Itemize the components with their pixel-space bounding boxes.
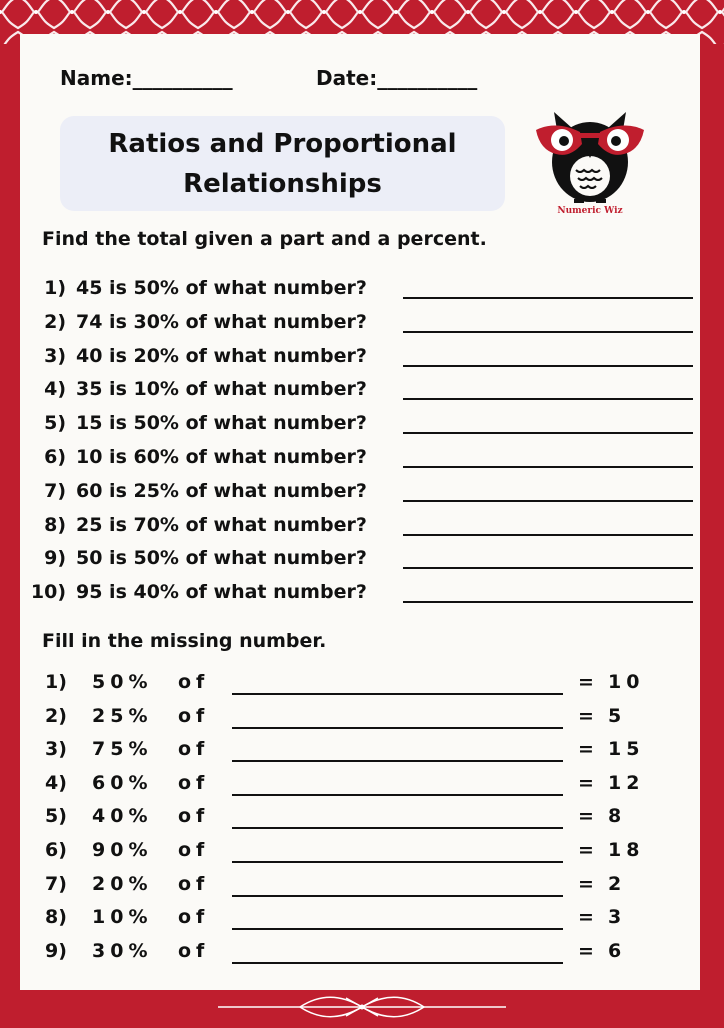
problem-number: 1) (45, 671, 67, 693)
answer-blank[interactable] (403, 534, 693, 536)
problem-number: 6) (45, 839, 67, 861)
question-row (0, 514, 724, 544)
question-number: 5) (44, 412, 66, 435)
problem-number: 2) (45, 704, 67, 727)
problem-number: 3) (45, 738, 67, 761)
date-field-label: Date:__________ (316, 66, 478, 90)
question-row (0, 311, 724, 341)
problem-number: 7) (45, 872, 67, 895)
problem-row (0, 805, 724, 837)
problem-row (0, 906, 724, 938)
question-text: 10 is 60% of what number? (76, 446, 367, 468)
question-number: 8) (44, 513, 66, 536)
problem-percent: 40% (92, 805, 153, 828)
answer-blank[interactable] (403, 500, 693, 502)
worksheet-title (60, 116, 505, 211)
problem-result: 5 (608, 704, 627, 727)
question-text: 50 is 50% of what number? (76, 547, 367, 570)
problem-number: 5) (45, 805, 67, 828)
question-number: 10) (30, 581, 66, 604)
question-number: 4) (44, 378, 66, 401)
problem-result: 2 (608, 872, 627, 895)
missing-number-blank[interactable] (232, 827, 563, 829)
problem-row (0, 772, 724, 804)
problem-result: 8 (608, 805, 627, 828)
equals-sign: = (578, 671, 594, 693)
equals-sign: = (578, 704, 594, 727)
of-label: of (178, 704, 210, 727)
question-number: 1) (44, 277, 66, 299)
problem-percent: 10% (92, 906, 153, 929)
problem-number: 4) (45, 771, 67, 794)
equals-sign: = (578, 805, 594, 828)
missing-number-blank[interactable] (232, 928, 563, 930)
question-row (0, 547, 724, 577)
question-text: 25 is 70% of what number? (76, 513, 367, 536)
problem-number: 8) (45, 906, 67, 929)
missing-number-blank[interactable] (232, 794, 563, 796)
question-row (0, 378, 724, 408)
of-label: of (178, 671, 210, 693)
problem-percent: 30% (92, 939, 153, 962)
question-number: 2) (44, 310, 66, 333)
question-text: 45 is 50% of what number? (76, 277, 367, 299)
owl-logo (530, 106, 650, 221)
problem-percent: 50% (92, 671, 153, 693)
problem-result: 6 (608, 939, 627, 962)
of-label: of (178, 872, 210, 895)
answer-blank[interactable] (403, 466, 693, 468)
answer-blank[interactable] (403, 331, 693, 333)
problem-percent: 25% (92, 704, 153, 727)
question-text: 95 is 40% of what number? (76, 581, 367, 604)
missing-number-blank[interactable] (232, 895, 563, 897)
scroll-ornament-icon (0, 990, 724, 1024)
question-row (0, 446, 724, 476)
brand-name: Numeric Wiz (557, 206, 623, 216)
answer-blank[interactable] (403, 567, 693, 569)
of-label: of (178, 771, 210, 794)
of-label: of (178, 738, 210, 761)
question-text: 60 is 25% of what number? (76, 479, 367, 502)
problem-row (0, 940, 724, 972)
equals-sign: = (578, 738, 594, 761)
problem-row (0, 705, 724, 737)
problem-number: 9) (45, 939, 67, 962)
owl-with-red-glasses-icon (530, 106, 650, 206)
title-line-2: Relationships (183, 168, 382, 199)
problem-percent: 75% (92, 738, 153, 761)
title-line-1: Ratios and Proportional (108, 128, 457, 159)
problem-result: 10 (608, 671, 645, 693)
problem-row (0, 671, 724, 703)
answer-blank[interactable] (403, 297, 693, 299)
problem-result: 12 (608, 771, 645, 794)
answer-blank[interactable] (403, 398, 693, 400)
missing-number-blank[interactable] (232, 727, 563, 729)
equals-sign: = (578, 872, 594, 895)
missing-number-blank[interactable] (232, 760, 563, 762)
missing-number-blank[interactable] (232, 861, 563, 863)
name-field-label: Name:__________ (60, 66, 233, 90)
problem-percent: 60% (92, 771, 153, 794)
missing-number-blank[interactable] (232, 962, 563, 964)
equals-sign: = (578, 939, 594, 962)
of-label: of (178, 839, 210, 861)
section1-instruction: Find the total given a part and a percent. (42, 228, 487, 250)
question-number: 7) (44, 479, 66, 502)
question-number: 6) (44, 446, 66, 468)
section2-instruction: Fill in the missing number. (42, 630, 327, 652)
problem-result: 18 (608, 839, 645, 861)
answer-blank[interactable] (403, 432, 693, 434)
problem-percent: 90% (92, 839, 153, 861)
question-text: 40 is 20% of what number? (76, 344, 367, 367)
question-row (0, 345, 724, 375)
equals-sign: = (578, 771, 594, 794)
question-number: 3) (44, 344, 66, 367)
of-label: of (178, 939, 210, 962)
problem-result: 15 (608, 738, 645, 761)
problem-row (0, 839, 724, 871)
of-label: of (178, 805, 210, 828)
bottom-border (0, 990, 724, 1024)
question-text: 15 is 50% of what number? (76, 412, 367, 435)
question-row (0, 581, 724, 611)
problem-row (0, 738, 724, 770)
question-text: 74 is 30% of what number? (76, 310, 367, 333)
question-row (0, 412, 724, 442)
question-text: 35 is 10% of what number? (76, 378, 367, 401)
problem-percent: 20% (92, 872, 153, 895)
of-label: of (178, 906, 210, 929)
missing-number-blank[interactable] (232, 693, 563, 695)
question-number: 9) (44, 547, 66, 570)
answer-blank[interactable] (403, 365, 693, 367)
equals-sign: = (578, 839, 594, 861)
question-row (0, 480, 724, 510)
problem-result: 3 (608, 906, 627, 929)
equals-sign: = (578, 906, 594, 929)
question-row (0, 277, 724, 307)
answer-blank[interactable] (403, 601, 693, 603)
problem-row (0, 873, 724, 905)
